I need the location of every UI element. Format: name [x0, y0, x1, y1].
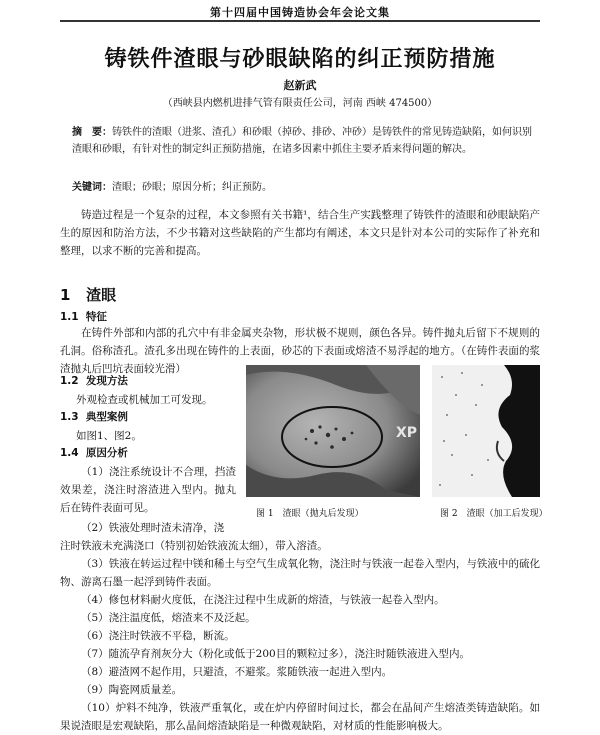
subsection-number: 1.3	[60, 411, 79, 423]
abstract-text: 铸铁件的渣眼（进浆、渣孔）和砂眼（掉砂、排砂、冲砂）是铸铁件的常见铸造缺陷，如何识别渣眼和砂眼，有针对性的制定纠正预防措施，在诸多因素中抓住主要矛盾来得问题的解决。	[72, 127, 532, 155]
author: 赵新武	[283, 79, 317, 92]
cause-item-2-start: （2）铁液处理时渣未清净，浇	[81, 522, 225, 534]
micrograph-image	[432, 365, 540, 497]
section-number: 1	[60, 286, 71, 304]
subsection-1-1-heading	[60, 309, 107, 324]
cause-item-7: （7）随流孕育剂灰分大（粉化或低于200目的颗粒过多），浇注时随铁液进入型内。	[81, 648, 470, 660]
cause-item-2-end: 注时铁液未充满浇口（特别初始铁液流太细），带入溶渣。	[60, 540, 328, 552]
subsection-1-3-text: 如图1、图2。	[76, 430, 142, 442]
cause-item-3: （3）铁液在转运过程中镁和稀土与空气生成氧化物，浇注时与铁液一起卷入型内，与铁液中的硫化物、游离石墨一起浮到铸件表面。	[60, 558, 540, 588]
cause-item-5: （5）浇注温度低，熔渣来不及泛起。	[81, 612, 256, 624]
figure-1-caption: 图 1 渣眼（抛丸后发现）	[256, 509, 364, 519]
subsection-1-1-text: 在铸件外部和内部的孔穴中有非金属夹杂物，形状极不规则，颜色各异。铸件抛丸后留下不规则的孔洞。俗称渣孔。渣孔多出现在铸件的上表面，砂芯的下表面或熔渣不易浮起的地方。（在铸件表面的浆渣抛丸后凹坑表面较光滑）	[60, 327, 540, 375]
figure-2-photo	[432, 365, 540, 497]
affiliation: （西峡县内燃机进排气管有限责任公司，河南 西峡 474500）	[162, 98, 438, 109]
casting-surface-image	[246, 365, 420, 497]
subsection-1-2-heading	[60, 373, 128, 388]
section-title: 渣眼	[86, 286, 117, 304]
abstract-label: 摘 要：	[72, 127, 112, 138]
subsection-1-3-heading	[60, 409, 128, 424]
subsection-number: 1.2	[60, 375, 79, 387]
subsection-1-4-heading	[60, 445, 128, 460]
cause-item-4: （4）修包材料耐火度低，在浇注过程中生成新的熔渣，与铁液一起卷入型内。	[81, 594, 445, 606]
keywords	[72, 178, 532, 193]
figure-1-photo	[246, 365, 420, 497]
paper-title: 铸铁件渣眼与砂眼缺陷的纠正预防措施	[104, 46, 496, 72]
subsection-1-2-text: 外观检查或机械加工可发现。	[76, 394, 213, 406]
figure-2-caption: 图 2 渣眼（加工后发现）	[440, 509, 548, 519]
running-header: 第十四届中国铸造协会年会论文集	[210, 6, 390, 19]
header-rule	[60, 20, 540, 22]
keywords-label: 关键词：	[72, 182, 112, 193]
casting-mark: XP	[396, 425, 418, 441]
intro-paragraph: 铸造过程是一个复杂的过程，本文参照有关书籍¹，结合生产实践整理了铸铁件的渣眼和砂眼缺陷产生的原因和防治方法，不少书籍对这些缺陷的产生都均有阐述，本文只是针对本公司的实际作了补充和整理，以求不断的完善和提高。	[60, 209, 540, 257]
subsection-title: 发现方法	[85, 375, 128, 387]
cause-list	[60, 555, 540, 735]
cause-item-9: （9）陶瓷网质量差。	[81, 684, 183, 696]
subsection-title: 特征	[85, 311, 107, 323]
cause-item-6: （6）浇注时铁液不平稳，断流。	[81, 630, 235, 642]
abstract	[72, 124, 532, 158]
cause-item-8: （8）避渣网不起作用，只避渣，不避浆。浆随铁液一起进入型内。	[81, 666, 393, 678]
keywords-text: 渣眼；砂眼；原因分析；纠正预防。	[112, 182, 272, 193]
section-heading-1	[60, 284, 116, 305]
subsection-number: 1.1	[60, 311, 79, 323]
subsection-number: 1.4	[60, 447, 79, 459]
subsection-title: 原因分析	[85, 447, 128, 459]
cause-item-1: （1）浇注系统设计不合理，挡渣效果差，浇注时溶渣进入型内。抛丸后在铸件表面可见。	[60, 466, 236, 514]
subsection-title: 典型案例	[85, 411, 128, 423]
cause-item-10: （10）炉料不纯净，铁液严重氧化，或在炉内停留时间过长，都会在晶间产生熔渣类铸造缺陷。如果说渣眼是宏观缺陷，那么晶间熔渣缺陷是一种微观缺陷，对材质的性能影响极大。	[60, 702, 540, 732]
